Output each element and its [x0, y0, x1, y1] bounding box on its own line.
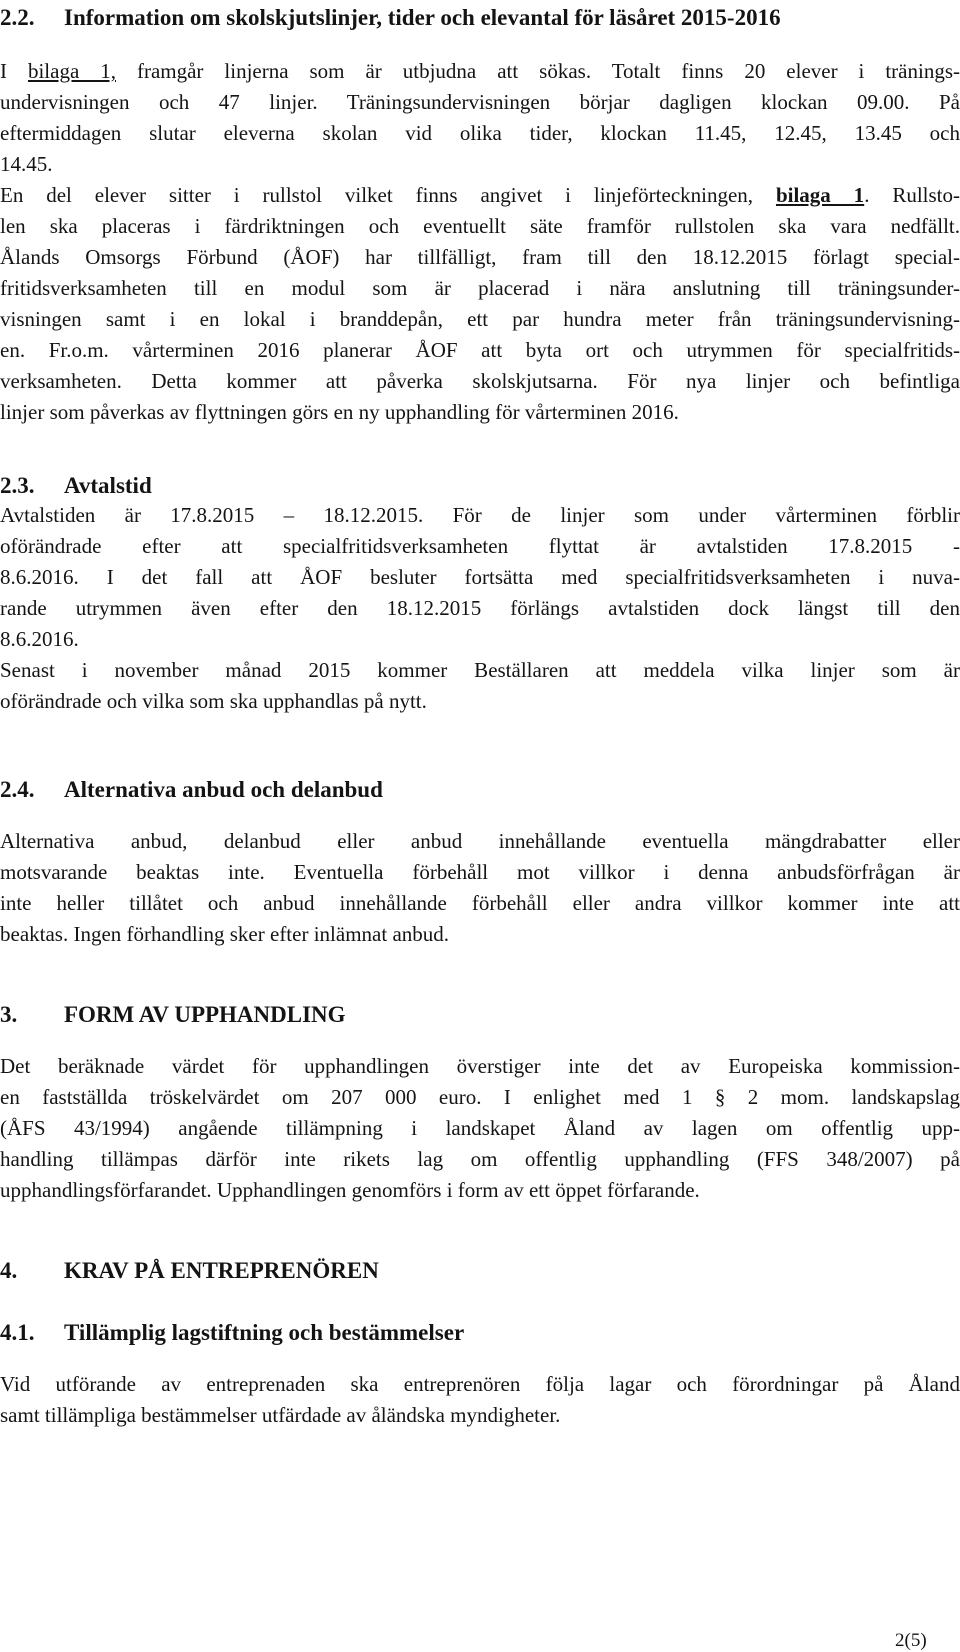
paragraph-line: verksamheten. Detta kommer att påverka skolskjutsarna. För nya linjer och befintliga: [0, 369, 960, 393]
section-number: 2.4.: [0, 777, 35, 802]
section-3-body: [0, 1051, 960, 1206]
paragraph-line: en. Fr.o.m. vårterminen 2016 planerar ÅOF att byta ort och utrymmen för specialfritids-: [0, 338, 960, 362]
paragraph-line: en fastställda tröskelvärdet om 207 000 euro. I enlighet med 1 § 2 mom. landskapslag: [0, 1085, 960, 1109]
paragraph-line: Vid utförande av entreprenaden ska entreprenören följa lagar och förordningar på Åland: [0, 1372, 960, 1396]
section-title: Information om skolskjutslinjer, tider och elevantal för läsåret 2015-2016: [64, 5, 781, 30]
paragraph-line: visningen samt i en lokal i branddepån, ett par hundra meter från träningsundervisning-: [0, 307, 960, 331]
paragraph-line: 14.45.: [0, 152, 53, 176]
paragraph-line: 8.6.2016.: [0, 627, 79, 651]
paragraph-line: samt tillämpliga bestämmelser utfärdade av åländska myndigheter.: [0, 1403, 561, 1427]
section-title: FORM AV UPPHANDLING: [64, 1002, 346, 1027]
section-number: 4.: [0, 1258, 18, 1283]
paragraph-line: Senast i november månad 2015 kommer Beställaren att meddela vilka linjer som är: [0, 658, 960, 682]
paragraph-line: upphandlingsförfarandet. Upphandlingen genomförs i form av ett öppet förfarande.: [0, 1178, 700, 1202]
section-title: KRAV PÅ ENTREPRENÖREN: [64, 1258, 379, 1283]
bilaga-1-link[interactable]: bilaga 1: [775, 183, 865, 207]
section-2-3-body: [0, 500, 960, 717]
paragraph-line: En del elever sitter i rullstol vilket finns angivet i linjeförteckningen, bilaga 1. Rullsto-: [0, 183, 960, 207]
section-number: 2.3.: [0, 473, 35, 498]
section-number: 2.2.: [0, 5, 35, 30]
paragraph-line: I bilaga 1, framgår linjerna som är utbjudna att sökas. Totalt finns 20 elever i tränings-: [0, 59, 960, 83]
paragraph-line: oförändrade efter att specialfritidsverksamheten flyttat är avtalstiden 17.8.2015 -: [0, 534, 960, 558]
paragraph-line: (ÅFS 43/1994) angående tillämpning i landskapet Åland av lagen om offentlig upp-: [0, 1116, 960, 1140]
paragraph-line: Alternativa anbud, delanbud eller anbud innehållande eventuella mängdrabatter eller: [0, 829, 960, 853]
page-number: 2(5): [895, 1630, 927, 1651]
section-4-1-heading: [0, 1318, 960, 1348]
section-4-heading: [0, 1256, 960, 1286]
paragraph-line: len ska placeras i färdriktningen och eventuellt säte framför rullstolen ska vara nedfällt.: [0, 214, 960, 238]
paragraph-line: beaktas. Ingen förhandling sker efter inlämnat anbud.: [0, 922, 450, 946]
section-2-4-body: [0, 826, 960, 950]
section-title: Alternativa anbud och delanbud: [64, 777, 383, 802]
section-2-2-heading: [0, 3, 960, 33]
paragraph-line: Det beräknade värdet för upphandlingen överstiger inte det av Europeiska kommission-: [0, 1054, 960, 1078]
section-2-4-heading: [0, 775, 960, 805]
paragraph-line: oförändrade och vilka som ska upphandlas på nytt.: [0, 689, 427, 713]
paragraph-line: rande utrymmen även efter den 18.12.2015 förlängs avtalstiden dock längst till den: [0, 596, 960, 620]
section-title: Tillämplig lagstiftning och bestämmelser: [64, 1320, 465, 1345]
paragraph-line: Ålands Omsorgs Förbund (ÅOF) har tillfälligt, fram till den 18.12.2015 förlagt special-: [0, 245, 960, 269]
paragraph-line: Avtalstiden är 17.8.2015 – 18.12.2015. För de linjer som under vårterminen förblir: [0, 503, 960, 527]
bilaga-1-link[interactable]: bilaga 1,: [27, 59, 116, 83]
paragraph-line: linjer som påverkas av flyttningen görs en ny upphandling för vårterminen 2016.: [0, 400, 679, 424]
section-title: Avtalstid: [64, 473, 152, 498]
section-number: 3.: [0, 1002, 18, 1027]
section-2-3-heading: [0, 471, 960, 501]
section-2-2-body: [0, 56, 960, 428]
paragraph-line: inte heller tillåtet och anbud innehållande förbehåll eller andra villkor kommer inte att: [0, 891, 960, 915]
paragraph-line: handling tillämpas därför inte rikets lag om offentlig upphandling (FFS 348/2007) på: [0, 1147, 960, 1171]
paragraph-line: undervisningen och 47 linjer. Träningsundervisningen börjar dagligen klockan 09.00. På: [0, 90, 960, 114]
paragraph-line: fritidsverksamheten till en modul som är placerad i nära anslutning till träningsunder-: [0, 276, 960, 300]
paragraph-line: motsvarande beaktas inte. Eventuella förbehåll mot villkor i denna anbudsförfrågan är: [0, 860, 960, 884]
paragraph-line: 8.6.2016. I det fall att ÅOF besluter fortsätta med specialfritidsverksamheten i nuva-: [0, 565, 960, 589]
section-4-1-body: [0, 1369, 960, 1431]
section-3-heading: [0, 1000, 960, 1030]
section-number: 4.1.: [0, 1320, 35, 1345]
paragraph-line: eftermiddagen slutar eleverna skolan vid olika tider, klockan 11.45, 12.45, 13.45 och: [0, 121, 960, 145]
